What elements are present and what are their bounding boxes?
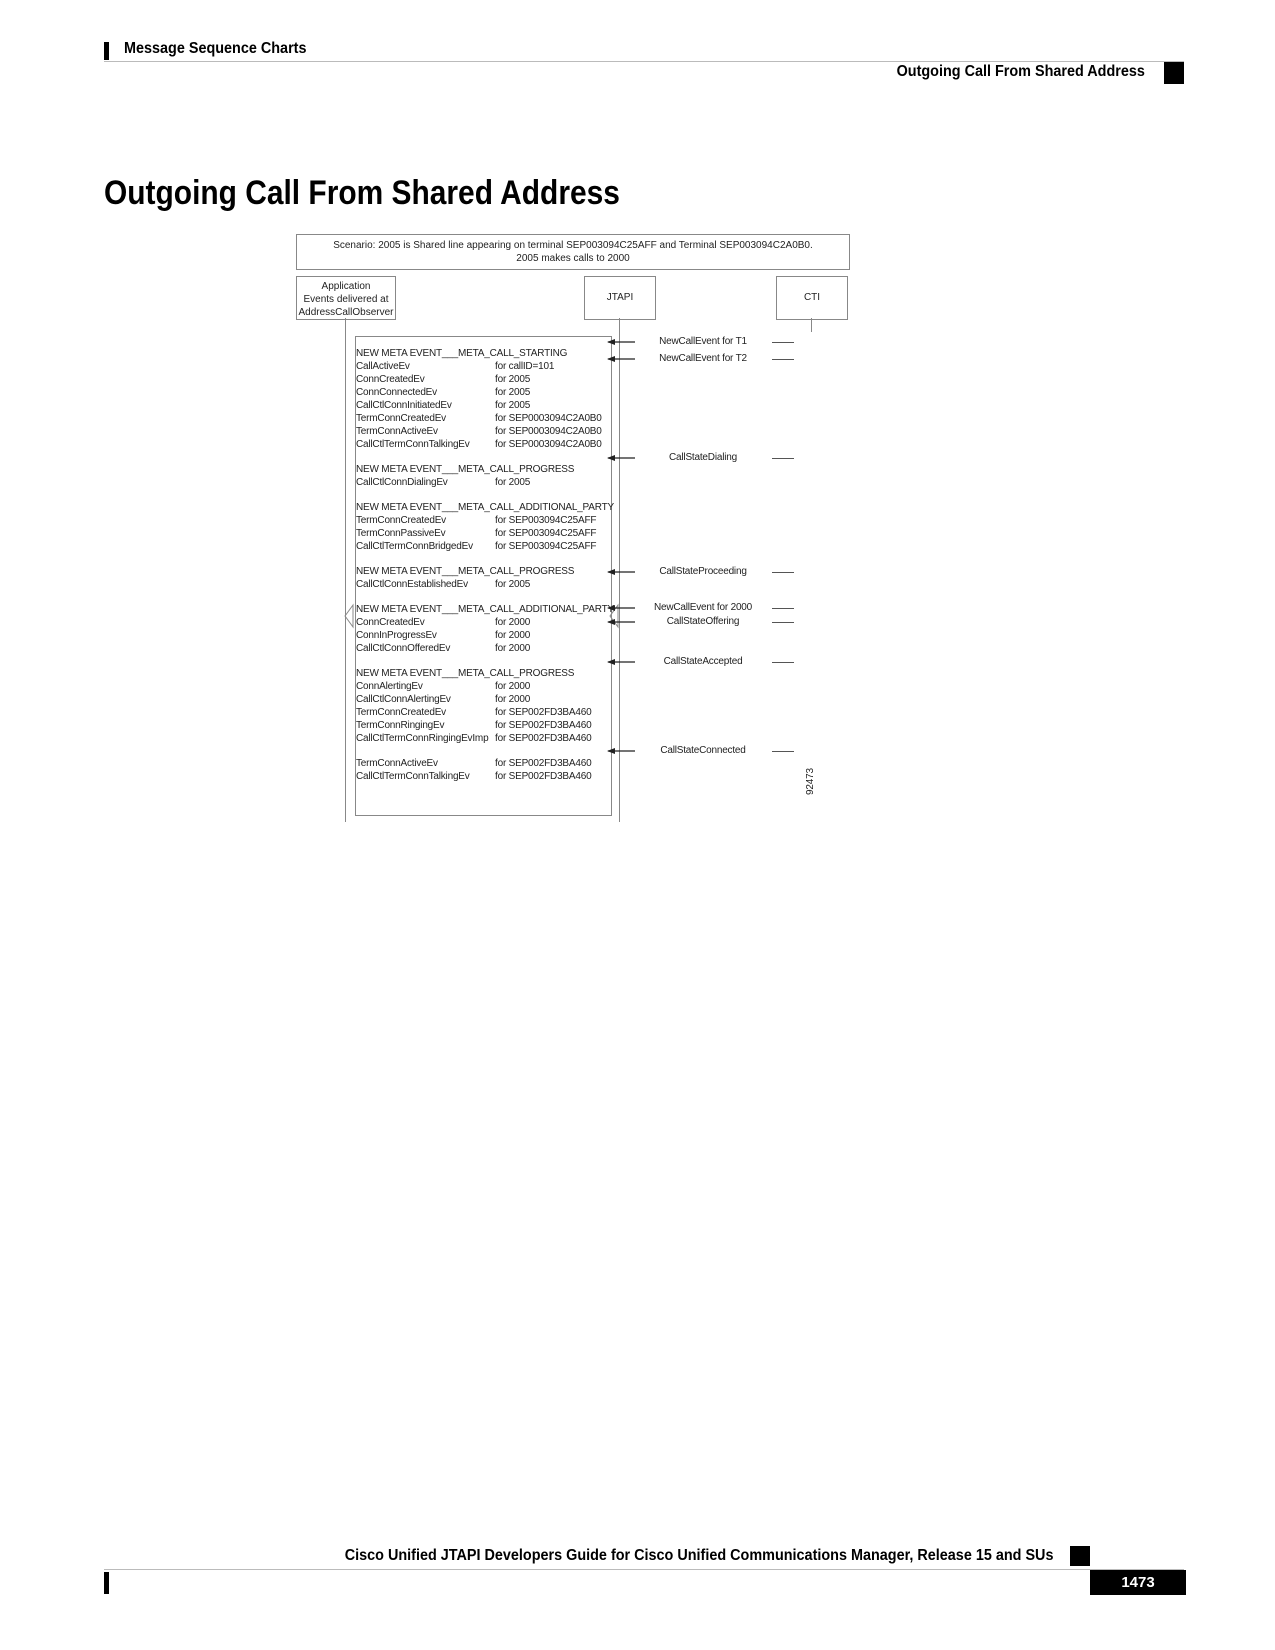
- page-title: Outgoing Call From Shared Address: [104, 174, 620, 212]
- app-event-target: for 2000: [495, 694, 531, 705]
- app-event-name: ConnInProgressEv: [356, 630, 437, 641]
- header-section-title: Message Sequence Charts: [124, 40, 307, 57]
- header-rule: [104, 61, 1184, 62]
- header-block: [1164, 62, 1184, 84]
- app-event-name: CallCtlTermConnBridgedEv: [356, 541, 473, 552]
- scenario-line-2: 2005 makes calls to 2000: [516, 253, 630, 264]
- cti-event-arrow: [607, 619, 635, 625]
- cti-event-label: CallStateAccepted: [663, 656, 743, 667]
- app-event-target: for SEP0003094C2A0B0: [495, 426, 602, 437]
- app-event-name: CallCtlConnEstablishedEv: [356, 579, 468, 590]
- app-event-name: ConnCreatedEv: [356, 617, 425, 628]
- cti-event-arrow: [607, 339, 635, 345]
- app-event-target: for 2000: [495, 643, 531, 654]
- app-event-target: for 2000: [495, 617, 531, 628]
- cti-event-label: CallStateConnected: [660, 745, 746, 756]
- app-event-name: CallCtlConnDialingEv: [356, 477, 448, 488]
- app-event-name: NEW META EVENT___META_CALL_STARTING: [356, 348, 568, 359]
- cti-event-arrow: [607, 748, 635, 754]
- cti-event-tick: [772, 342, 794, 343]
- app-event-target: for SEP003094C25AFF: [495, 515, 597, 526]
- cti-event-label: NewCallEvent for 2000: [653, 602, 753, 613]
- cti-event-arrow: [607, 356, 635, 362]
- app-event-target: for 2005: [495, 387, 531, 398]
- cti-event-label: CallStateDialing: [669, 452, 737, 463]
- scenario-line-1: Scenario: 2005 is Shared line appearing on terminal SEP003094C25AFF and Terminal SEP003094C2A0B0.: [333, 240, 813, 251]
- app-event-name: TermConnActiveEv: [356, 426, 438, 437]
- footer-bar: [104, 1572, 109, 1594]
- app-event-name: CallCtlConnInitiatedEv: [356, 400, 452, 411]
- app-event-target: for SEP0003094C2A0B0: [495, 413, 602, 424]
- app-event-target: for 2005: [495, 374, 531, 385]
- app-event-target: for SEP003094C25AFF: [495, 528, 597, 539]
- app-event-name: TermConnCreatedEv: [356, 515, 446, 526]
- app-event-target: for SEP002FD3BA460: [495, 758, 592, 769]
- cti-arrows: [607, 339, 635, 754]
- app-event-name: TermConnCreatedEv: [356, 413, 446, 424]
- app-event-name: TermConnRingingEv: [356, 720, 445, 731]
- cti-event-tick: [772, 751, 794, 752]
- lane-application-line-2: Events delivered at: [303, 294, 389, 305]
- app-event-name: ConnCreatedEv: [356, 374, 425, 385]
- cti-event-arrow: [607, 569, 635, 575]
- app-event-target: for SEP003094C25AFF: [495, 541, 597, 552]
- app-event-name: CallCtlConnAlertingEv: [356, 694, 451, 705]
- app-event-target: for 2000: [495, 681, 531, 692]
- sequence-diagram: [290, 230, 850, 830]
- app-event-target: for 2005: [495, 579, 531, 590]
- app-event-name: ConnAlertingEv: [356, 681, 423, 692]
- app-event-name: NEW META EVENT___META_CALL_ADDITIONAL_PARTY: [356, 604, 614, 615]
- app-event-name: TermConnCreatedEv: [356, 707, 446, 718]
- cti-event-tick: [772, 662, 794, 663]
- footer-rule: [104, 1569, 1184, 1570]
- app-event-target: for SEP0003094C2A0B0: [495, 439, 602, 450]
- app-event-target: for 2000: [495, 630, 531, 641]
- lane-cti: CTI: [776, 276, 848, 320]
- app-event-target: for SEP002FD3BA460: [495, 707, 592, 718]
- app-event-name: NEW META EVENT___META_CALL_PROGRESS: [356, 566, 575, 577]
- cti-event-arrow: [607, 455, 635, 461]
- cti-event-tick: [772, 458, 794, 459]
- app-event-name: ConnConnectedEv: [356, 387, 437, 398]
- app-event-name: CallCtlConnOfferedEv: [356, 643, 451, 654]
- cti-event-tick: [772, 608, 794, 609]
- app-event-name: CallCtlTermConnTalkingEv: [356, 439, 470, 450]
- app-event-name: TermConnActiveEv: [356, 758, 438, 769]
- cti-event-tick: [772, 572, 794, 573]
- app-event-target: for SEP002FD3BA460: [495, 771, 592, 782]
- app-event-target: for 2005: [495, 400, 531, 411]
- app-event-target: for SEP002FD3BA460: [495, 720, 592, 731]
- footer-book-title: Cisco Unified JTAPI Developers Guide for Cisco Unified Communications Manager, Release 15 and SUs: [344, 1547, 1053, 1564]
- cti-event-tick: [772, 622, 794, 623]
- cti-event-label: NewCallEvent for T2: [659, 353, 747, 364]
- header-bar: [104, 42, 109, 60]
- figure-id: 92473: [805, 768, 816, 795]
- app-event-name: TermConnPassiveEv: [356, 528, 446, 539]
- footer-block: [1070, 1546, 1090, 1566]
- cti-event-label: CallStateProceeding: [659, 566, 747, 577]
- cti-event-arrow: [607, 659, 635, 665]
- app-event-target: for 2005: [495, 477, 531, 488]
- lane-jtapi: JTAPI: [584, 276, 656, 320]
- app-event-name: NEW META EVENT___META_CALL_ADDITIONAL_PARTY: [356, 502, 614, 513]
- app-event-name: NEW META EVENT___META_CALL_PROGRESS: [356, 464, 575, 475]
- page-number: 1473: [1090, 1570, 1186, 1595]
- app-event-target: for SEP002FD3BA460: [495, 733, 592, 744]
- app-event-name: CallCtlTermConnTalkingEv: [356, 771, 470, 782]
- header-running-title: Outgoing Call From Shared Address: [896, 63, 1145, 80]
- lane-application-line-3: AddressCallObserver: [298, 307, 394, 318]
- lane-application-line-1: Application: [321, 281, 371, 292]
- app-event-name: NEW META EVENT___META_CALL_PROGRESS: [356, 668, 575, 679]
- app-event-name: CallActiveEv: [356, 361, 410, 372]
- app-event-name: CallCtlTermConnRingingEvImp: [356, 733, 489, 744]
- app-event-target: for callID=101: [495, 361, 555, 372]
- cti-event-label: NewCallEvent for T1: [659, 336, 747, 347]
- cti-event-tick: [772, 359, 794, 360]
- cti-event-label: CallStateOffering: [666, 616, 740, 627]
- application-delivery-arrow: [345, 605, 353, 627]
